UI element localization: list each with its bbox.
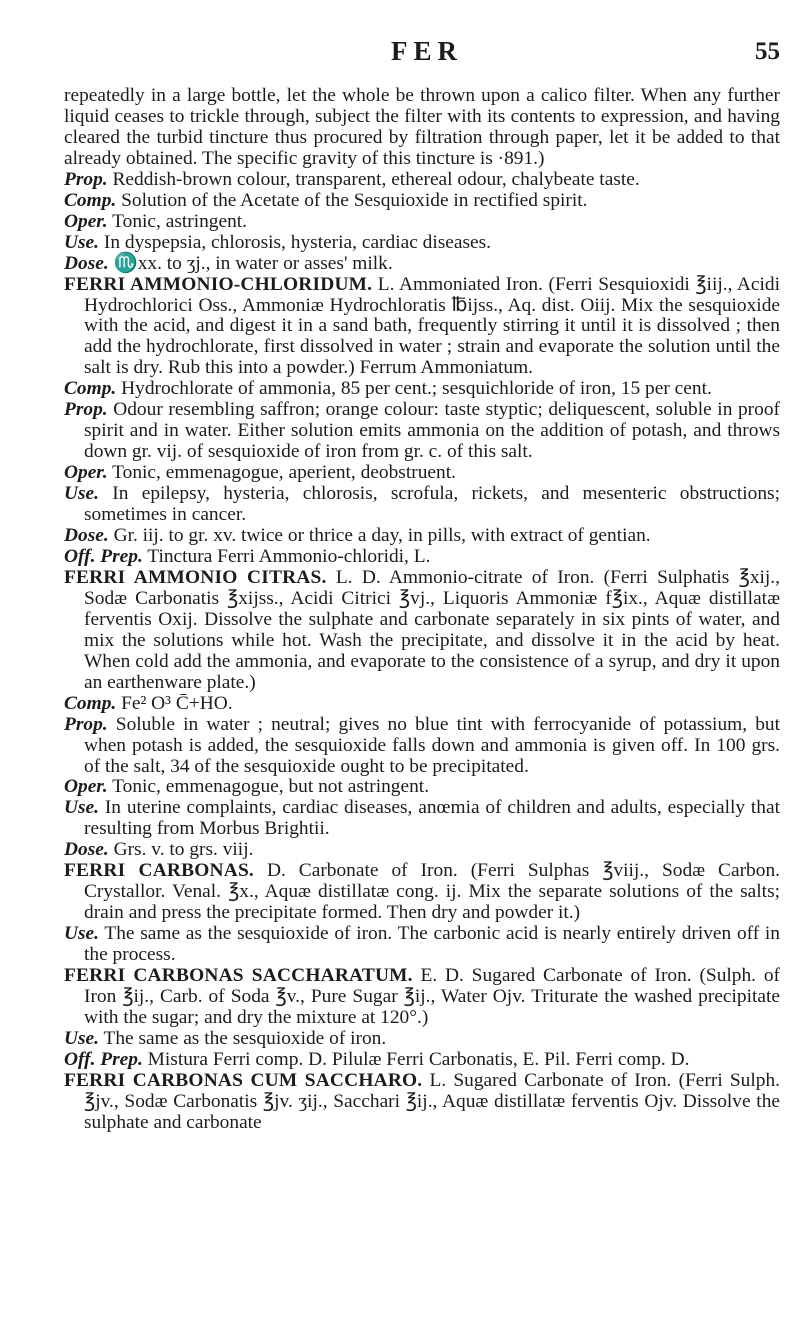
labelled-paragraph <box>64 400 780 463</box>
paragraph-text: In epilepsy, hysteria, chlorosis, scrofula, rickets, and mesenteric obstructions; sometimes in cancer. <box>84 483 780 526</box>
section-label: Dose. <box>64 525 109 547</box>
labelled-paragraph <box>64 191 780 212</box>
labelled-paragraph <box>64 715 780 778</box>
labelled-paragraph <box>64 798 780 840</box>
page-number: 55 <box>755 38 780 65</box>
section-label: Comp. <box>64 378 117 400</box>
entry-paragraph <box>64 1071 780 1134</box>
entry-paragraph <box>64 966 780 1029</box>
entry-heading: FERRI CARBONAS SACCHARATUM. <box>64 965 413 987</box>
continuation-paragraph <box>64 86 780 170</box>
paragraph-text: The same as the sesquioxide of iron. The carbonic acid is nearly entirely driven off in the process. <box>84 923 781 966</box>
section-label: Prop. <box>64 713 108 735</box>
labelled-paragraph <box>64 547 780 568</box>
section-label: Use. <box>64 797 100 819</box>
paragraph-text: E. D. Sugared Carbonate of Iron. (Sulph. of Iron ℥ij., Carb. of Soda ℥v., Pure Sugar ℥ij., Water Ojv. Triturate the washed precipitate with the sugar; and dry the mixture at 120°.) <box>84 965 780 1028</box>
labelled-paragraph <box>64 694 780 715</box>
paragraph-text: Odour resembling saffron; orange colour: taste styptic; deliquescent, soluble in proof spirit and in water. Either solution emits ammonia on the addition of potash, and throws down gr. vij. of sesquioxide of iron from gr. c. of this salt. <box>84 399 780 463</box>
labelled-paragraph <box>64 170 780 191</box>
section-label: Use. <box>64 231 100 253</box>
paragraph-text: L. Sugared Carbonate of Iron. (Ferri Sulph. ℥jv., Sodæ Carbonatis ℥jv. ʒij., Sacchari ℥ij., Aquæ distillatæ ferventis Ojv. Dissolve the sulphate and carbonate <box>84 1069 780 1133</box>
labelled-paragraph <box>64 1050 780 1071</box>
section-label: Prop. <box>64 168 108 190</box>
labelled-paragraph <box>64 924 780 966</box>
paragraph-text: ♏xx. to ʒj., in water or asses' milk. <box>113 252 393 274</box>
paragraph-text: Tonic, astringent. <box>112 210 248 232</box>
entry-heading: FERRI CARBONAS CUM SACCHARO. <box>64 1069 423 1091</box>
entry-paragraph <box>64 568 780 694</box>
paragraph-text: Reddish-brown colour, transparent, ethereal odour, chalybeate taste. <box>112 168 640 190</box>
section-label: Oper. <box>64 210 108 232</box>
section-label: Oper. <box>64 462 108 484</box>
paragraph-text: In dyspepsia, chlorosis, hysteria, cardiac diseases. <box>103 231 492 253</box>
section-label: Use. <box>64 1027 100 1049</box>
section-label: Dose. <box>64 839 109 861</box>
paragraph-text: Mistura Ferri comp. D. Pilulæ Ferri Carbonatis, E. Pil. Ferri comp. D. <box>147 1048 690 1070</box>
paragraph-text: L. D. Ammonio-citrate of Iron. (Ferri Sulphatis ℥xij., Sodæ Carbonatis ℥xijss., Acidi Citrici ℥vj., Liquoris Ammoniæ f℥ix., Aquæ distillatæ ferventis Oxij. Dissolve the sulphate and carbonate separately in six pints of water, and mix the solutions while hot. Wash the precipitate, and dissolve it in the acid by heat. When cold add the ammonia, and evaporate to the consistence of a syrup, and dry it upon an earthenware plate.) <box>84 566 780 693</box>
paragraph-text: Tinctura Ferri Ammonio-chloridi, L. <box>147 545 431 567</box>
running-head: FER <box>391 36 463 66</box>
body-text <box>64 86 780 1134</box>
paragraph-text: Solution of the Acetate of the Sesquioxide in rectified spirit. <box>121 189 588 211</box>
section-label: Use. <box>64 923 100 945</box>
paragraph-text: D. Carbonate of Iron. (Ferri Sulphas ℥viij., Sodæ Carbon. Crystallor. Venal. ℥x., Aquæ distillatæ cong. ij. Mix the separate solutions of the salts; drain and press the precipitate formed. Then dry and powder it.) <box>84 860 780 924</box>
labelled-paragraph <box>64 840 780 861</box>
labelled-paragraph <box>64 379 780 400</box>
labelled-paragraph <box>64 526 780 547</box>
book-page <box>64 0 780 1325</box>
labelled-paragraph <box>64 212 780 233</box>
paragraph-text: Soluble in water ; neutral; gives no blue tint with ferrocyanide of potassium, but when potash is added, the sesquioxide falls down and ammonia is given off. In 100 grs. of the salt, 34 of the sesquioxide ought to be precipitated. <box>84 713 780 777</box>
entry-heading: FERRI CARBONAS. <box>64 860 254 882</box>
labelled-paragraph <box>64 463 780 484</box>
labelled-paragraph <box>64 254 780 275</box>
labelled-paragraph <box>64 1029 780 1050</box>
paragraph-text: Gr. iij. to gr. xv. twice or thrice a day, in pills, with extract of gentian. <box>113 525 651 547</box>
entry-heading: FERRI AMMONIO-CHLORIDUM. <box>64 273 373 295</box>
section-label: Comp. <box>64 692 117 714</box>
paragraph-text: Hydrochlorate of ammonia, 85 per cent.; sesquichloride of iron, 15 per cent. <box>121 378 712 400</box>
section-label: Use. <box>64 483 100 505</box>
paragraph-text: L. Ammoniated Iron. (Ferri Sesquioxidi ℥iij., Acidi Hydrochlorici Oss., Ammoniæ Hydrochloratis ℔ijss., Aq. dist. Oiij. Mix the sesquioxide with the acid, and digest it in a sand bath, frequently stirring it until it is dissolved ; then add the hydrochlorate, first dissolved in water ; strain and evaporate the solution until the salt is dry. Rub this into a powder.) Ferrum Ammoniatum. <box>84 273 780 379</box>
section-label: Dose. <box>64 252 109 274</box>
entry-paragraph <box>64 275 780 380</box>
paragraph-text: Tonic, emmenagogue, aperient, deobstruent. <box>112 462 456 484</box>
paragraph-text: repeatedly in a large bottle, let the whole be thrown upon a calico filter. When any further liquid ceases to trickle through, subject the filter with its contents to expression, and having cleared the turbid tincture thus procured by filtration through paper, let it be added to that already obtained. The specific gravity of this tincture is ·891.) <box>64 85 780 169</box>
labelled-paragraph <box>64 484 780 526</box>
paragraph-text: In uterine complaints, cardiac diseases, anœmia of children and adults, especially that resulting from Morbus Brightii. <box>84 797 780 840</box>
section-label: Comp. <box>64 189 117 211</box>
page-header <box>64 36 780 76</box>
paragraph-text: Grs. v. to grs. viij. <box>113 839 254 861</box>
labelled-paragraph <box>64 233 780 254</box>
paragraph-text: The same as the sesquioxide of iron. <box>103 1027 387 1049</box>
labelled-paragraph <box>64 777 780 798</box>
section-label: Off. Prep. <box>64 1048 143 1070</box>
section-label: Oper. <box>64 776 108 798</box>
paragraph-text: Tonic, emmenagogue, but not astringent. <box>112 776 430 798</box>
paragraph-text: Fe² O³ C̄+HO. <box>121 692 233 714</box>
entry-paragraph <box>64 861 780 924</box>
section-label: Prop. <box>64 399 108 421</box>
entry-heading: FERRI AMMONIO CITRAS. <box>64 566 327 588</box>
section-label: Off. Prep. <box>64 545 143 567</box>
